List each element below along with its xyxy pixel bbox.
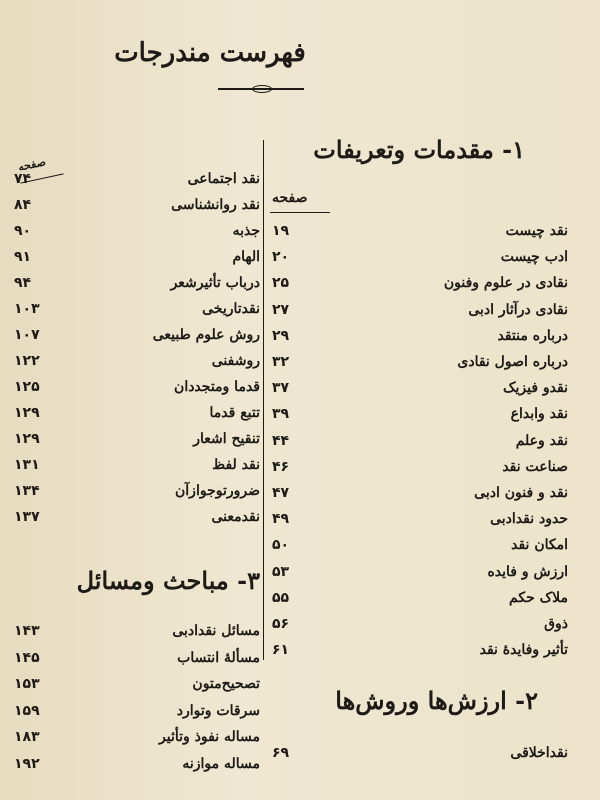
toc-entry-page: ۹۰ (14, 223, 32, 239)
toc-entry-page: ۱۳۷ (14, 509, 40, 525)
toc-entry (14, 348, 260, 374)
toc-entry (14, 618, 260, 644)
toc-entry-page: ۱۵۳ (14, 676, 40, 692)
toc-entry-title: نقدتاریخی (202, 301, 260, 317)
toc-entry-page: ۶۱ (272, 642, 290, 659)
toc-entry (272, 428, 568, 454)
toc-entry-page: ۱۴۳ (14, 623, 40, 639)
toc-entry-page: ۸۴ (14, 197, 32, 213)
toc-entry (14, 270, 260, 296)
toc-entry-title: امکان نقد (511, 537, 568, 554)
toc-entry-page: ۴۹ (272, 511, 290, 528)
toc-entry-title: نقد وابداع (510, 406, 568, 423)
toc-entry-title: سرقات وتوارد (176, 702, 260, 719)
toc-entry-title: تتبع قدما (209, 405, 260, 421)
toc-entry (14, 478, 260, 504)
toc-entry-page: ۲۵ (272, 275, 290, 292)
toc-entry-title: مسألهٔ انتساب (177, 649, 260, 666)
toc-entry-title: مساله موازنه (182, 755, 260, 772)
toc-entry (272, 506, 568, 532)
toc-entry (14, 244, 260, 270)
toc-entry-page: ۲۷ (272, 301, 290, 318)
toc-entry-title: نقدو فیزیک (502, 380, 568, 397)
toc-entry (14, 296, 260, 322)
toc-entry (272, 349, 568, 375)
page-column-header-right: صفحه (272, 190, 308, 206)
toc-entry-title: ارزش و فایده (487, 563, 568, 580)
toc-entry-page: ۷۴ (14, 171, 32, 187)
toc-entry (272, 401, 568, 427)
toc-entry (14, 724, 260, 750)
toc-entry-title: صناعت نقد (502, 458, 568, 475)
toc-entry-title: ادب چیست (500, 249, 568, 266)
toc-entry-title: مسائل نقدادبی (172, 623, 260, 639)
toc-entry-page: ۲۰ (272, 249, 290, 266)
toc-entry-page: ۱۹ (272, 223, 290, 239)
toc-entry (272, 297, 568, 323)
toc-entry (14, 322, 260, 348)
toc-entry-title: نقد اجتماعی (187, 171, 260, 187)
toc-entry (14, 504, 260, 530)
toc-entry-title: ذوق (544, 616, 568, 632)
toc-entry-title: قدما ومتجددان (174, 379, 260, 395)
toc-entry-title: نقد وعلم (515, 432, 568, 449)
toc-entry (14, 218, 260, 244)
toc-entry (272, 244, 568, 270)
toc-entry-page: ۳۷ (272, 380, 290, 397)
toc-entry-page: ۱۳۴ (14, 483, 40, 499)
toc-entry-page: ۱۵۹ (14, 702, 40, 719)
toc-entry (272, 740, 568, 766)
header-underline-right (270, 212, 330, 213)
toc-entry-title: روش علوم طبیعی (152, 327, 260, 343)
toc-entry (14, 374, 260, 400)
toc-entry-page: ۵۳ (272, 563, 290, 580)
toc-entry-page: ۱۸۳ (14, 729, 40, 745)
toc-entry-title: نقادی در علوم وفنون (443, 275, 568, 292)
toc-entry (14, 166, 260, 192)
toc-entry-page: ۶۹ (272, 745, 290, 761)
toc-entry-page: ۴۴ (272, 432, 290, 449)
toc-entry-title: نقد چیست (505, 223, 568, 239)
section-heading-1: ۱- مقدمات وتعریفات (313, 135, 525, 164)
toc-entry-title: نقداخلاقی (510, 745, 568, 761)
toc-entry-page: ۹۱ (14, 249, 32, 265)
toc-entry-title: نقادی درآثار ادبی (468, 301, 568, 318)
toc-entry (14, 671, 260, 697)
toc-entry-title: تصحیح‌متون (192, 676, 260, 692)
toc-entry-title: تأثیر وفایدهٔ نقد (479, 642, 568, 659)
page-title: فهرست مندرجات (114, 38, 306, 68)
toc-entry-page: ۱۹۲ (14, 755, 40, 772)
page-column-header-left: صفحه (16, 155, 47, 174)
toc-entry (272, 480, 568, 506)
toc-entry-page: ۹۴ (14, 275, 32, 291)
column-divider (263, 140, 264, 660)
title-ornament (218, 88, 304, 90)
toc-entry-title: درباب تأثیرشعر (170, 275, 260, 291)
toc-entry-page: ۱۲۵ (14, 379, 40, 395)
toc-entry (272, 611, 568, 637)
toc-entry-page: ۱۰۳ (14, 301, 40, 317)
toc-entry-title: ضرورتوجوازآن (175, 483, 260, 499)
toc-entry-title: درباره منتقد (497, 327, 568, 344)
toc-entry (14, 751, 260, 777)
toc-entry-title: حدود نقدادبی (490, 511, 568, 528)
toc-entry (14, 698, 260, 724)
toc-entry-title: مساله نفوذ وتأثیر (159, 729, 260, 745)
toc-entry-title: نقد لفظ (212, 457, 260, 473)
toc-entry (272, 532, 568, 558)
section-heading-2: ۲- ارزش‌ها وروش‌ها (335, 686, 538, 715)
toc-entry (14, 426, 260, 452)
toc-entry-title: ملاک حکم (509, 589, 568, 606)
toc-entry-page: ۳۹ (272, 406, 290, 423)
toc-entry (272, 270, 568, 296)
toc-entry-page: ۱۲۹ (14, 405, 40, 421)
toc-entry (272, 375, 568, 401)
toc-entry-page: ۱۰۷ (14, 327, 40, 343)
toc-entry-page: ۵۶ (272, 616, 290, 632)
toc-entry-page: ۱۳۱ (14, 457, 40, 473)
toc-entry-title: تنقیح اشعار (193, 431, 260, 447)
toc-entry (14, 192, 260, 218)
toc-entry-page: ۵۵ (272, 589, 290, 606)
toc-entry-page: ۴۶ (272, 458, 290, 475)
toc-entry-title: جذبه (232, 223, 260, 239)
toc-entry-page: ۴۷ (272, 485, 290, 501)
toc-entry-title: نقدمعنی (211, 509, 260, 525)
toc-entry-title: نقد و فنون ادبی (474, 485, 568, 501)
toc-entry-page: ۱۴۵ (14, 649, 40, 666)
toc-entry-title: الهام (232, 249, 260, 265)
toc-entry (272, 218, 568, 244)
toc-entry (272, 585, 568, 611)
toc-entry-title: درباره اصول نقادی (457, 354, 568, 370)
toc-entry-page: ۵۰ (272, 537, 290, 554)
toc-entry (272, 559, 568, 585)
toc-entry-title: روشفنی (211, 353, 260, 369)
toc-entry-page: ۱۲۲ (14, 353, 40, 369)
section-heading-3: ۳- مباحث ومسائل (76, 566, 260, 595)
toc-entry (272, 454, 568, 480)
toc-entry (14, 645, 260, 671)
toc-entry-title: نقد روانشناسی (171, 197, 260, 213)
toc-entry (272, 637, 568, 663)
toc-entry-page: ۱۲۹ (14, 431, 40, 447)
toc-entry (14, 452, 260, 478)
toc-entry (14, 400, 260, 426)
toc-entry (272, 323, 568, 349)
toc-entry-page: ۳۲ (272, 354, 290, 370)
toc-entry-page: ۲۹ (272, 327, 290, 344)
